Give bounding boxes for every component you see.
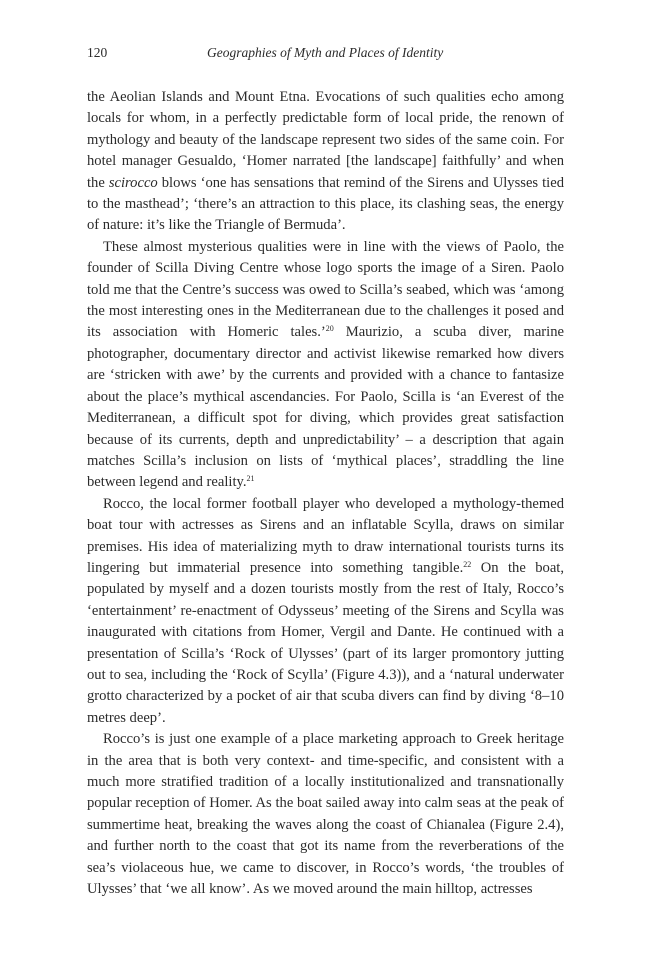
paragraph-1 (87, 87, 564, 237)
running-title: Geographies of Myth and Places of Identity (207, 45, 444, 60)
paragraph-4 (87, 729, 564, 900)
footnote-marker-21[interactable]: 21 (246, 474, 255, 484)
paragraph-3-text-a: Rocco, the local former football player who developed a mythology-themed boat tour with actresses as Sirens and an inflatable Scylla, draws on similar premises. His idea of materializing myth to draw international tourists turns its lingering but immaterial presence into something tangible. (87, 495, 564, 576)
paragraph-1-text-a: the Aeolian Islands and Mount Etna. Evocations of such qualities echo among locals for whom, in a perfectly predictable form of local pride, the renown of mythology and beauty of the landscape represent two sides of the same coin. For hotel manager Gesualdo, ‘Homer narrated [the landscape] faithfully’ and when the (87, 89, 564, 191)
paragraph-2 (87, 237, 564, 494)
page-number: 120 (87, 45, 108, 60)
paragraph-2-text-a: These almost mysterious qualities were in line with the views of Paolo, the founder of Scilla Diving Centre whose logo sports the image of a Siren. Paolo told me that the Centre’s success was owed to Scilla’s seabed, which was ‘among the most interesting ones in the Mediterranean due to the challenges it posed and its association with Homeric tales.’ (87, 238, 564, 341)
paragraph-2-text-b: Maurizio, a scuba diver, marine photographer, documentary director and activist likewise remarked how divers are ‘stricken with awe’ by the currents and provided with a chance to fantasize about the place’s mythical ascendancies. For Paolo, Scilla is ‘an Everest of the Mediterranean, a difficult spot for diving, which provides great satisfaction because of its currents, depth and unpredictability’ – a description that again matches Scilla’s inclusion on lists of ‘mythical places’, straddling the line between legend and reality. (87, 324, 564, 491)
paragraph-3 (87, 494, 564, 729)
paragraph-3-text-b: On the boat, populated by myself and a dozen tourists mostly from the rest of Italy, Rocco’s ‘entertainment’ re-enactment of Odysseus’ meeting of the Sirens and Scylla was inaugurated with citations from Homer, Vergil and Dante. He continued with a presentation of Scilla’s ‘Rock of Ulysses’ (part of its larger promontory jutting out to sea, including the ‘Rock of Scylla’ (Figure 4.3)), and a ‘natural underwater grotto characterized by a pocket of air that scuba divers can find by diving ‘8–10 metres deep’. (87, 559, 564, 726)
paragraph-4-text: Rocco’s is just one example of a place marketing approach to Greek heritage in the area that is both very context- and time-specific, and consistent with a much more stratified tradition of a locally institutionalized and transnationally popular reception of Homer. As the boat sailed away into calm seas at the peak of summertime heat, breaking the waves along the coast of Chianalea (Figure 2.4), and further north to the coast that got its name from the reverberations of the sea’s violaceous hue, we came to discover, in Rocco’s words, ‘the troubles of Ulysses’ that ‘we all know’. As we moved around the main hilltop, actresses (87, 731, 564, 898)
body-text (87, 87, 564, 900)
paragraph-1-text-b: blows ‘one has sensations that remind of the Sirens and Ulysses tied to the masthead’; ‘there’s an attraction to this place, its clashing seas, the energy of nature: it’s like the Triangle of Bermuda’. (87, 174, 564, 234)
footnote-marker-22[interactable]: 22 (463, 559, 472, 569)
footnote-marker-20[interactable]: 20 (325, 324, 334, 334)
paragraph-1-italic-term: scirocco (108, 174, 158, 191)
running-header (87, 45, 564, 65)
